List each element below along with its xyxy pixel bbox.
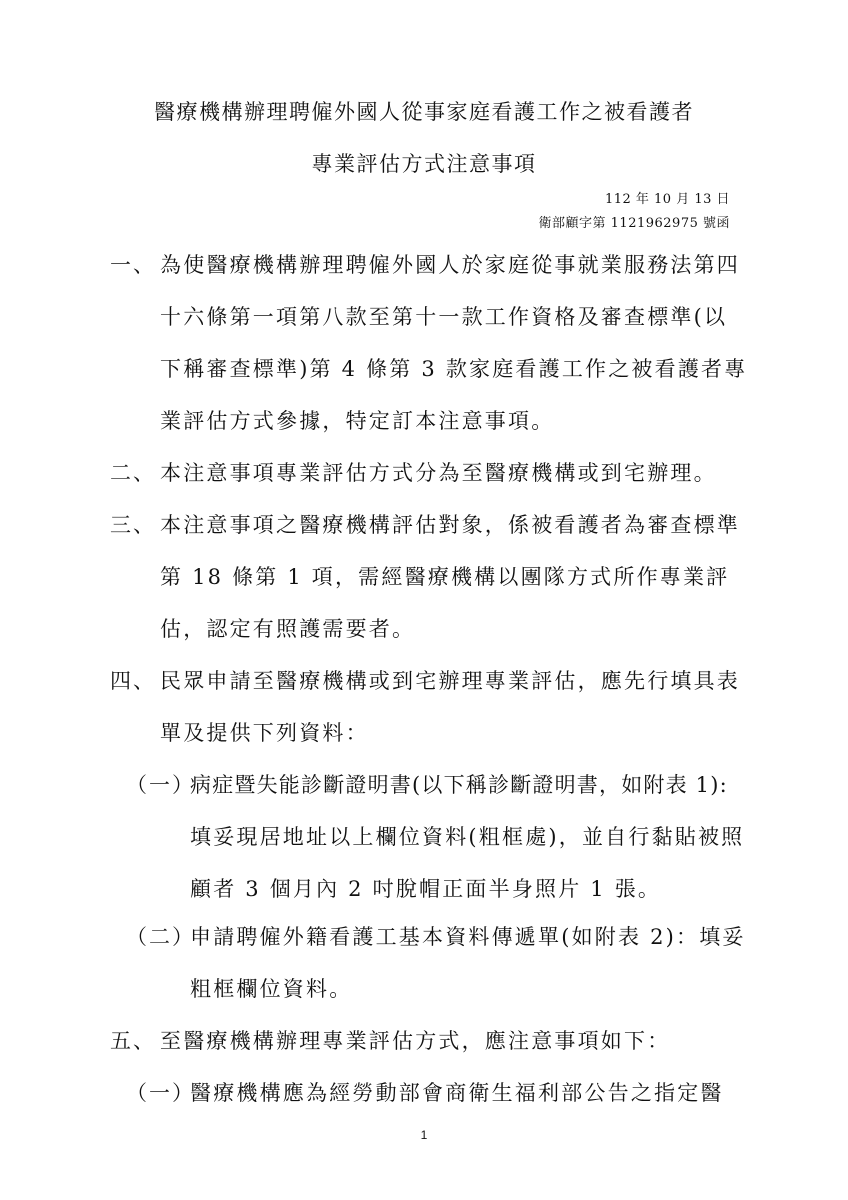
reference-number: 衛部顧字第 1121962975 號函: [538, 216, 730, 231]
page-number: 1: [420, 1128, 428, 1142]
section-1-line-1: 為使醫療機構辦理聘僱外國人於家庭從事就業服務法第四: [160, 253, 740, 277]
subsection-5-1-line-1: 醫療機構應為經勞動部會商衛生福利部公告之指定醫: [190, 1081, 724, 1105]
section-marker-4: 四、: [110, 669, 156, 693]
subsection-4-2-line-1: 申請聘僱外籍看護工基本資料傳遞單(如附表 2)：填妥: [190, 925, 746, 949]
section-2-line-1: 本注意事項專業評估方式分為至醫療機構或到宅辦理。: [160, 461, 717, 485]
section-5-line-1: 至醫療機構辦理專業評估方式，應注意事項如下：: [160, 1029, 671, 1053]
section-marker-2: 二、: [110, 461, 156, 485]
subsection-4-1-line-1: 病症暨失能診斷證明書(以下稱診斷證明書，如附表 1):: [190, 773, 728, 797]
section-3-line-2: 第 18 條第 1 項，需經醫療機構以團隊方式所作專業評: [160, 565, 730, 589]
subsection-marker-4-2: （二）: [126, 925, 195, 949]
issue-date: 112 年 10 月 13 日: [604, 192, 730, 207]
document-title-line-1: 醫療機構辦理聘僱外國人從事家庭看護工作之被看護者: [154, 100, 694, 124]
section-marker-5: 五、: [110, 1029, 156, 1053]
subsection-marker-5-1: （一）: [126, 1081, 195, 1105]
section-4-line-2: 單及提供下列資料：: [160, 721, 369, 745]
section-4-line-1: 民眾申請至醫療機構或到宅辦理專業評估，應先行填具表: [160, 669, 740, 693]
subsection-marker-4-1: （一）: [126, 773, 195, 797]
document-title-line-2: 專業評估方式注意事項: [311, 152, 537, 176]
subsection-4-1-line-3: 顧者 3 個月內 2 吋脫帽正面半身照片 1 張。: [190, 877, 662, 901]
section-marker-3: 三、: [110, 513, 156, 537]
subsection-4-1-line-2: 填妥現居地址以上欄位資料(粗框處)，並自行黏貼被照: [190, 825, 745, 849]
section-1-line-4: 業評估方式參據，特定訂本注意事項。: [160, 409, 555, 433]
subsection-4-2-line-2: 粗框欄位資料。: [190, 977, 353, 1001]
section-3-line-3: 估，認定有照護需要者。: [160, 617, 416, 641]
section-marker-1: 一、: [110, 253, 156, 277]
section-3-line-1: 本注意事項之醫療機構評估對象，係被看護者為審查標準: [160, 513, 740, 537]
section-1-line-2: 十六條第一項第八款至第十一款工作資格及審查標準(以: [160, 305, 728, 329]
section-1-line-3: 下稱審查標準)第 4 條第 3 款家庭看護工作之被看護者專: [160, 357, 748, 381]
